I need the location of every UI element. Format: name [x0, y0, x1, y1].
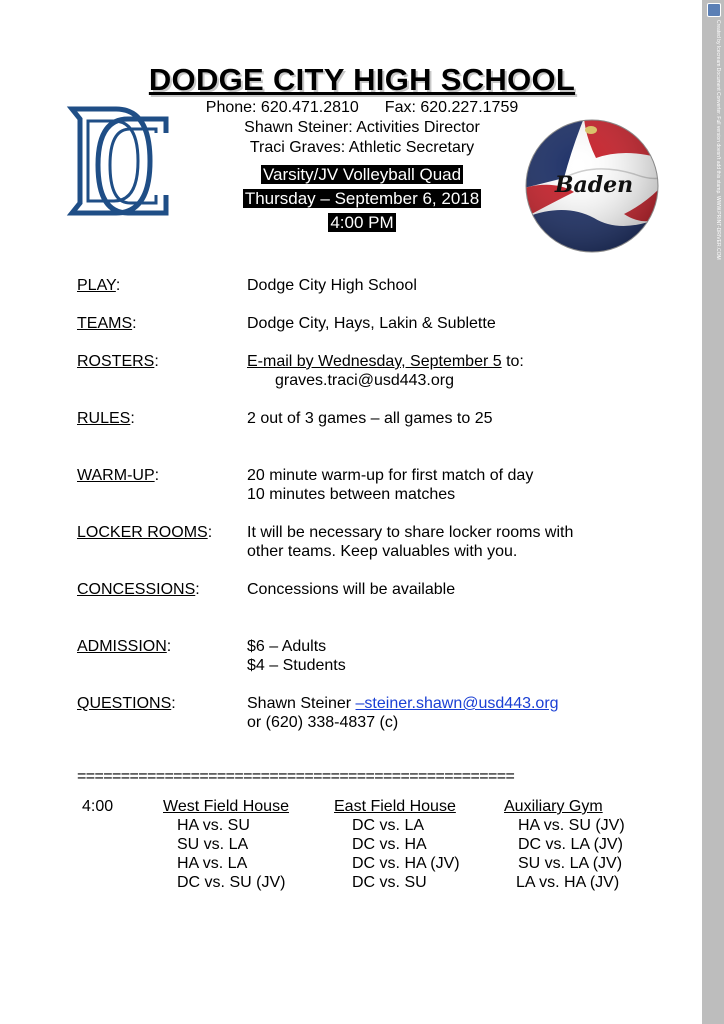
event-title: Varsity/JV Volleyball Quad — [262, 165, 462, 184]
document-page: DODGE CITY HIGH SCHOOL Phone: 620.471.2810 Fax: 620.227.1759 Shawn Steiner: Activities Director Traci Graves: Athletic Secretary Varsity/JV Volleyball Quad Thursday – September 6, 2018 4:00 PM Baden PLAY: Dodge City High School TEAMS: Dodge City, Hays, Lakin & Sublette ROSTERS: E-mail by Wednesday, September 5 to: graves.traci@usd443.org RULES: 2 out of 3 games – all games to 25 WARM-UP: 20 minute warm-up for first match of day 10 minutes between matches LOCKER ROOMS: It will be necessary to share locker rooms with other teams. Keep valuables with you. CONCESSIONS: Concessions will be available ADMISSION: $6 – Adults $4 – Students QUESTIONS: Shawn Steiner –steiner.shawn@usd443.org or (620) 338-4837 (c) ================================================== 4:00 West Field House HA vs. SU SU vs. LA HA vs. LA DC vs. SU (JV) East Field House DC vs. LA DC vs. HA DC vs. HA (JV) DC vs. SU Auxiliary Gym HA vs. SU (JV) DC vs. LA (JV) SU vs. LA (JV) LA vs. HA (JV) — [0, 0, 702, 1024]
game-entry: DC vs. SU (JV) — [177, 874, 286, 891]
rosters-label: ROSTERS — [77, 353, 155, 370]
play-label: PLAY — [77, 277, 116, 294]
court-auxiliary-gym — [504, 797, 664, 892]
locker-line-2: other teams. Keep valuables with you. — [247, 543, 518, 560]
rules-value: 2 out of 3 games – all games to 25 — [247, 410, 493, 427]
schedule-time: 4:00 — [82, 798, 114, 815]
game-entry: LA vs. HA (JV) — [516, 874, 620, 891]
court-name: East Field House — [334, 798, 456, 815]
school-title: DODGE CITY HIGH SCHOOL — [148, 62, 576, 97]
concessions-value: Concessions will be available — [247, 581, 456, 598]
warmup-line-1: 20 minute warm-up for first match of day — [247, 467, 534, 484]
game-entry: DC vs. HA (JV) — [352, 855, 460, 872]
questions-label: QUESTIONS — [77, 695, 172, 712]
rules-label: RULES — [77, 410, 131, 427]
activities-director: Shawn Steiner: Activities Director — [244, 119, 480, 136]
game-entry: DC vs. LA (JV) — [518, 836, 623, 853]
ball-brand: Baden — [554, 172, 634, 198]
court-east-field-house — [334, 797, 484, 892]
court-name: Auxiliary Gym — [504, 798, 603, 815]
teams-value: Dodge City, Hays, Lakin & Sublette — [247, 315, 496, 332]
court-west-field-house — [163, 797, 313, 892]
warmup-label: WARM-UP — [77, 467, 155, 484]
questions-contact: Shawn Steiner — [247, 695, 356, 712]
event-time: 4:00 PM — [330, 213, 394, 232]
fax-number: Fax: 620.227.1759 — [384, 99, 519, 116]
game-entry: SU vs. LA (JV) — [518, 855, 623, 872]
rosters-deadline: E-mail by Wednesday, September 5 — [247, 353, 502, 370]
game-entry: HA vs. LA — [177, 855, 248, 872]
rosters-email: graves.traci@usd443.org — [275, 372, 454, 389]
game-entry: DC vs. LA — [352, 817, 425, 834]
warmup-line-2: 10 minutes between matches — [247, 486, 456, 503]
locker-line-1: It will be necessary to share locker rooms with — [247, 524, 574, 541]
play-value: Dodge City High School — [247, 277, 417, 294]
questions-email-link[interactable]: –steiner.shawn@usd443.org — [355, 695, 559, 712]
locker-label: LOCKER ROOMS — [77, 524, 208, 541]
game-entry: HA vs. SU — [177, 817, 250, 834]
phone-number: Phone: 620.471.2810 — [205, 99, 359, 116]
game-entry: HA vs. SU (JV) — [518, 817, 625, 834]
dc-logo — [68, 103, 170, 221]
admission-label: ADMISSION — [77, 638, 167, 655]
game-entry: SU vs. LA — [177, 836, 249, 853]
volleyball-image — [524, 118, 660, 254]
converter-sidebar — [702, 0, 724, 1024]
teams-label: TEAMS — [77, 315, 133, 332]
game-entry: DC vs. HA — [352, 836, 427, 853]
separator-line: ================================================== — [77, 768, 515, 785]
concessions-label: CONCESSIONS — [77, 581, 196, 598]
court-name: West Field House — [163, 798, 289, 815]
event-date: Thursday – September 6, 2018 — [244, 189, 480, 208]
rosters-to: to: — [501, 353, 524, 370]
game-entry: DC vs. SU — [352, 874, 427, 891]
athletic-secretary: Traci Graves: Athletic Secretary — [249, 139, 475, 156]
admission-students: $4 – Students — [247, 657, 346, 674]
questions-phone: or (620) 338-4837 (c) — [247, 714, 399, 731]
converter-watermark: Created by Icecream Document Converter. Full version doesn't add this stamp. WWW.PRINT-DRIVER.COM — [715, 20, 721, 260]
admission-adults: $6 – Adults — [247, 638, 327, 655]
converter-icon — [707, 3, 721, 17]
